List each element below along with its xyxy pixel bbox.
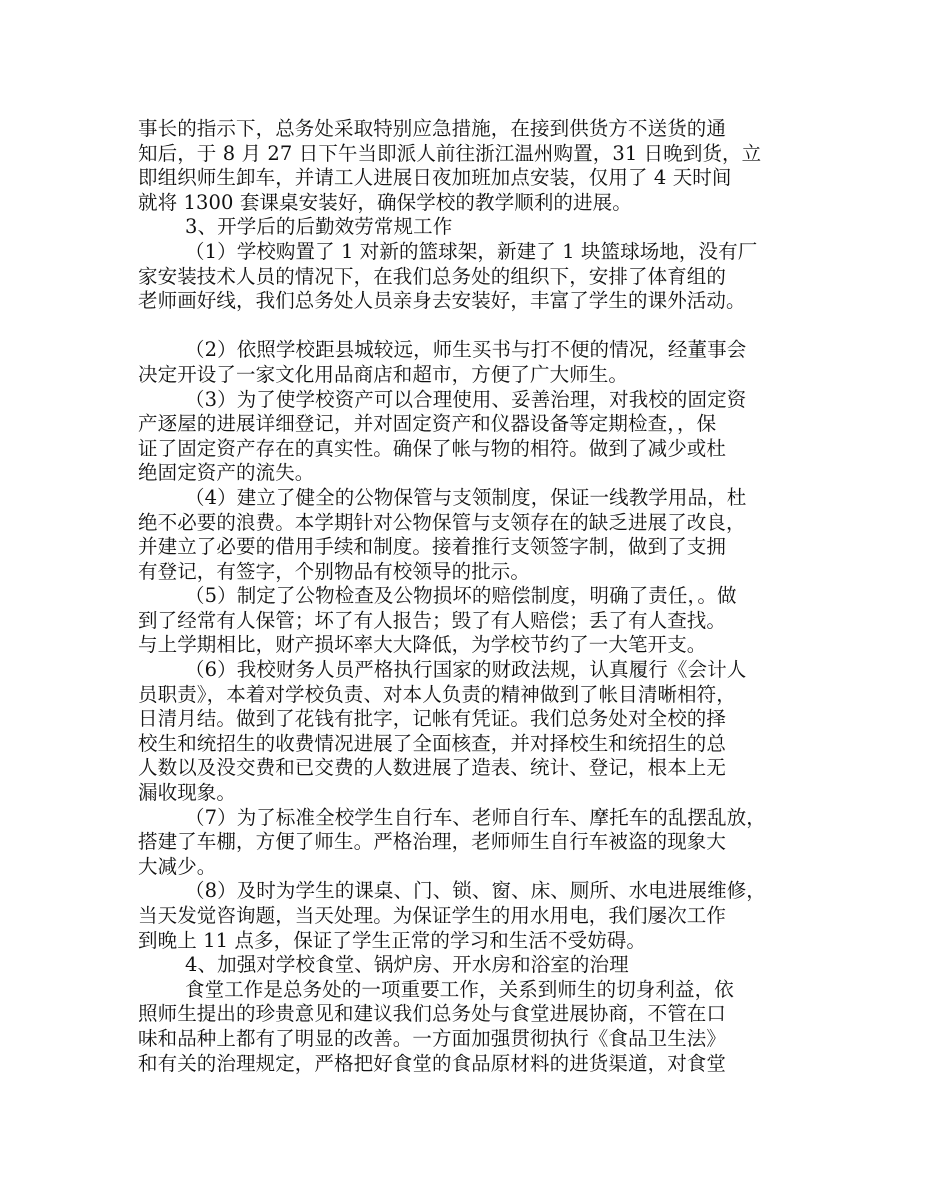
blank-line xyxy=(138,314,828,339)
text-line: （3）为了使学校资产可以合理使用、妥善治理，对我校的固定资 xyxy=(185,387,747,411)
text-line: 到了经常有人保管；坏了有人报告；毁了有人赔偿；丢了有人查找。 xyxy=(138,608,727,632)
text-line: 有登记，有签字，个别物品有校领导的批示。 xyxy=(138,559,531,583)
text-line: 绝固定资产的流失。 xyxy=(138,461,315,485)
text-line: 人数以及没交费和已交费的人数进展了造表、统计、登记，根本上无 xyxy=(138,756,727,780)
text-line: （7）为了标准全校学生自行车、老师自行车、摩托车的乱摆乱放， xyxy=(185,805,766,829)
text-line: （8）及时为学生的课桌、门、锁、窗、床、厕所、水电进展维修， xyxy=(185,879,766,903)
text-line: 当天发觉咨询题，当天处理。为保证学生的用水用电，我们屡次工作 xyxy=(138,904,727,927)
text-line: 照师生提出的珍贵意见和建议我们总务处与食堂进展协商，不管在口 xyxy=(138,1002,727,1026)
text-line: （1）学校购置了 1 对新的篮球架，新建了 1 块篮球场地，没有厂 xyxy=(185,239,758,263)
text-line: 事长的指示下，总务处采取特别应急措施，在接到供货方不送货的通 xyxy=(138,117,727,140)
text-line: 和有关的治理规定，严格把好食堂的食品原材料的进货渠道，对食堂 xyxy=(138,1051,727,1075)
text-line: 员职责》，本着对学校负责、对本人负责的精神做到了帐目清晰相符， xyxy=(138,682,736,706)
text-line: 味和品种上都有了明显的改善。一方面加强贯彻执行《食品卫生法》 xyxy=(138,1026,727,1050)
text-line: 即组织师生卸车，并请工人进展日夜加班加点安装，仅用了 4 天时间 xyxy=(138,166,732,190)
text-line: 搭建了车棚，方便了师生。严格治理，老师师生自行车被盗的现象大 xyxy=(138,830,727,854)
text-line: 知后，于 8 月 27 日下午当即派人前往浙江温州购置，31 日晚到货，立 xyxy=(138,141,762,165)
text-line: 3、开学后的后勤效劳常规工作 xyxy=(185,215,453,239)
text-line: （4）建立了健全的公物保管与支领制度，保证一线教学用品，杜 xyxy=(185,485,747,509)
text-line: 与上学期相比，财产损坏率大大降低，为学校节约了一大笔开支。 xyxy=(138,633,707,657)
text-line: 家安装技术人员的情况下，在我们总务处的组织下，安排了体育组的 xyxy=(138,264,727,288)
text-line: 4、加强对学校食堂、锅炉房、开水房和浴室的治理 xyxy=(185,953,629,977)
text-line: 并建立了必要的借用手续和制度。接着推行支领签字制，做到了支拥 xyxy=(138,535,727,559)
text-line: 证了固定资产存在的真实性。确保了帐与物的相符。做到了减少或杜 xyxy=(138,436,727,460)
text-line: 食堂工作是总务处的一项重要工作，关系到师生的切身利益，依 xyxy=(185,977,734,1001)
text-line: （6）我校财务人员严格执行国家的财政法规，认真履行《会计人 xyxy=(185,658,747,682)
text-line: 就将 1300 套课桌安装好，确保学校的教学顺利的进展。 xyxy=(138,190,632,214)
text-line: （5）制定了公物检查及公物损坏的赔偿制度，明确了责任，。做 xyxy=(185,584,737,608)
text-line: （2）依照学校距县城较远，师生买书与打不便的情况，经董事会 xyxy=(185,338,747,362)
text-line: 产逐屋的进展详细登记，并对固定资产和仪器设备等定期检查，，保 xyxy=(138,412,717,436)
text-line: 决定开设了一家文化用品商店和超市，方便了广大师生。 xyxy=(138,362,629,386)
text-line: 漏收现象。 xyxy=(138,781,237,805)
text-line: 日清月结。做到了花钱有批字，记帐有凭证。我们总务处对全校的择 xyxy=(138,707,727,731)
text-line: 校生和统招生的收费情况进展了全面核查，并对择校生和统招生的总 xyxy=(138,731,727,755)
text-line: 大减少。 xyxy=(138,854,217,878)
document-body xyxy=(138,117,828,1076)
text-line: 到晚上 11 点多，保证了学生正常的学习和生活不受妨碍。 xyxy=(138,928,647,952)
text-line: 老师画好线，我们总务处人员亲身去安装好，丰富了学生的课外活动。 xyxy=(138,289,746,313)
text-line: 绝不必要的浪费。本学期针对公物保管与支领存在的缺乏进展了改良， xyxy=(138,510,746,534)
